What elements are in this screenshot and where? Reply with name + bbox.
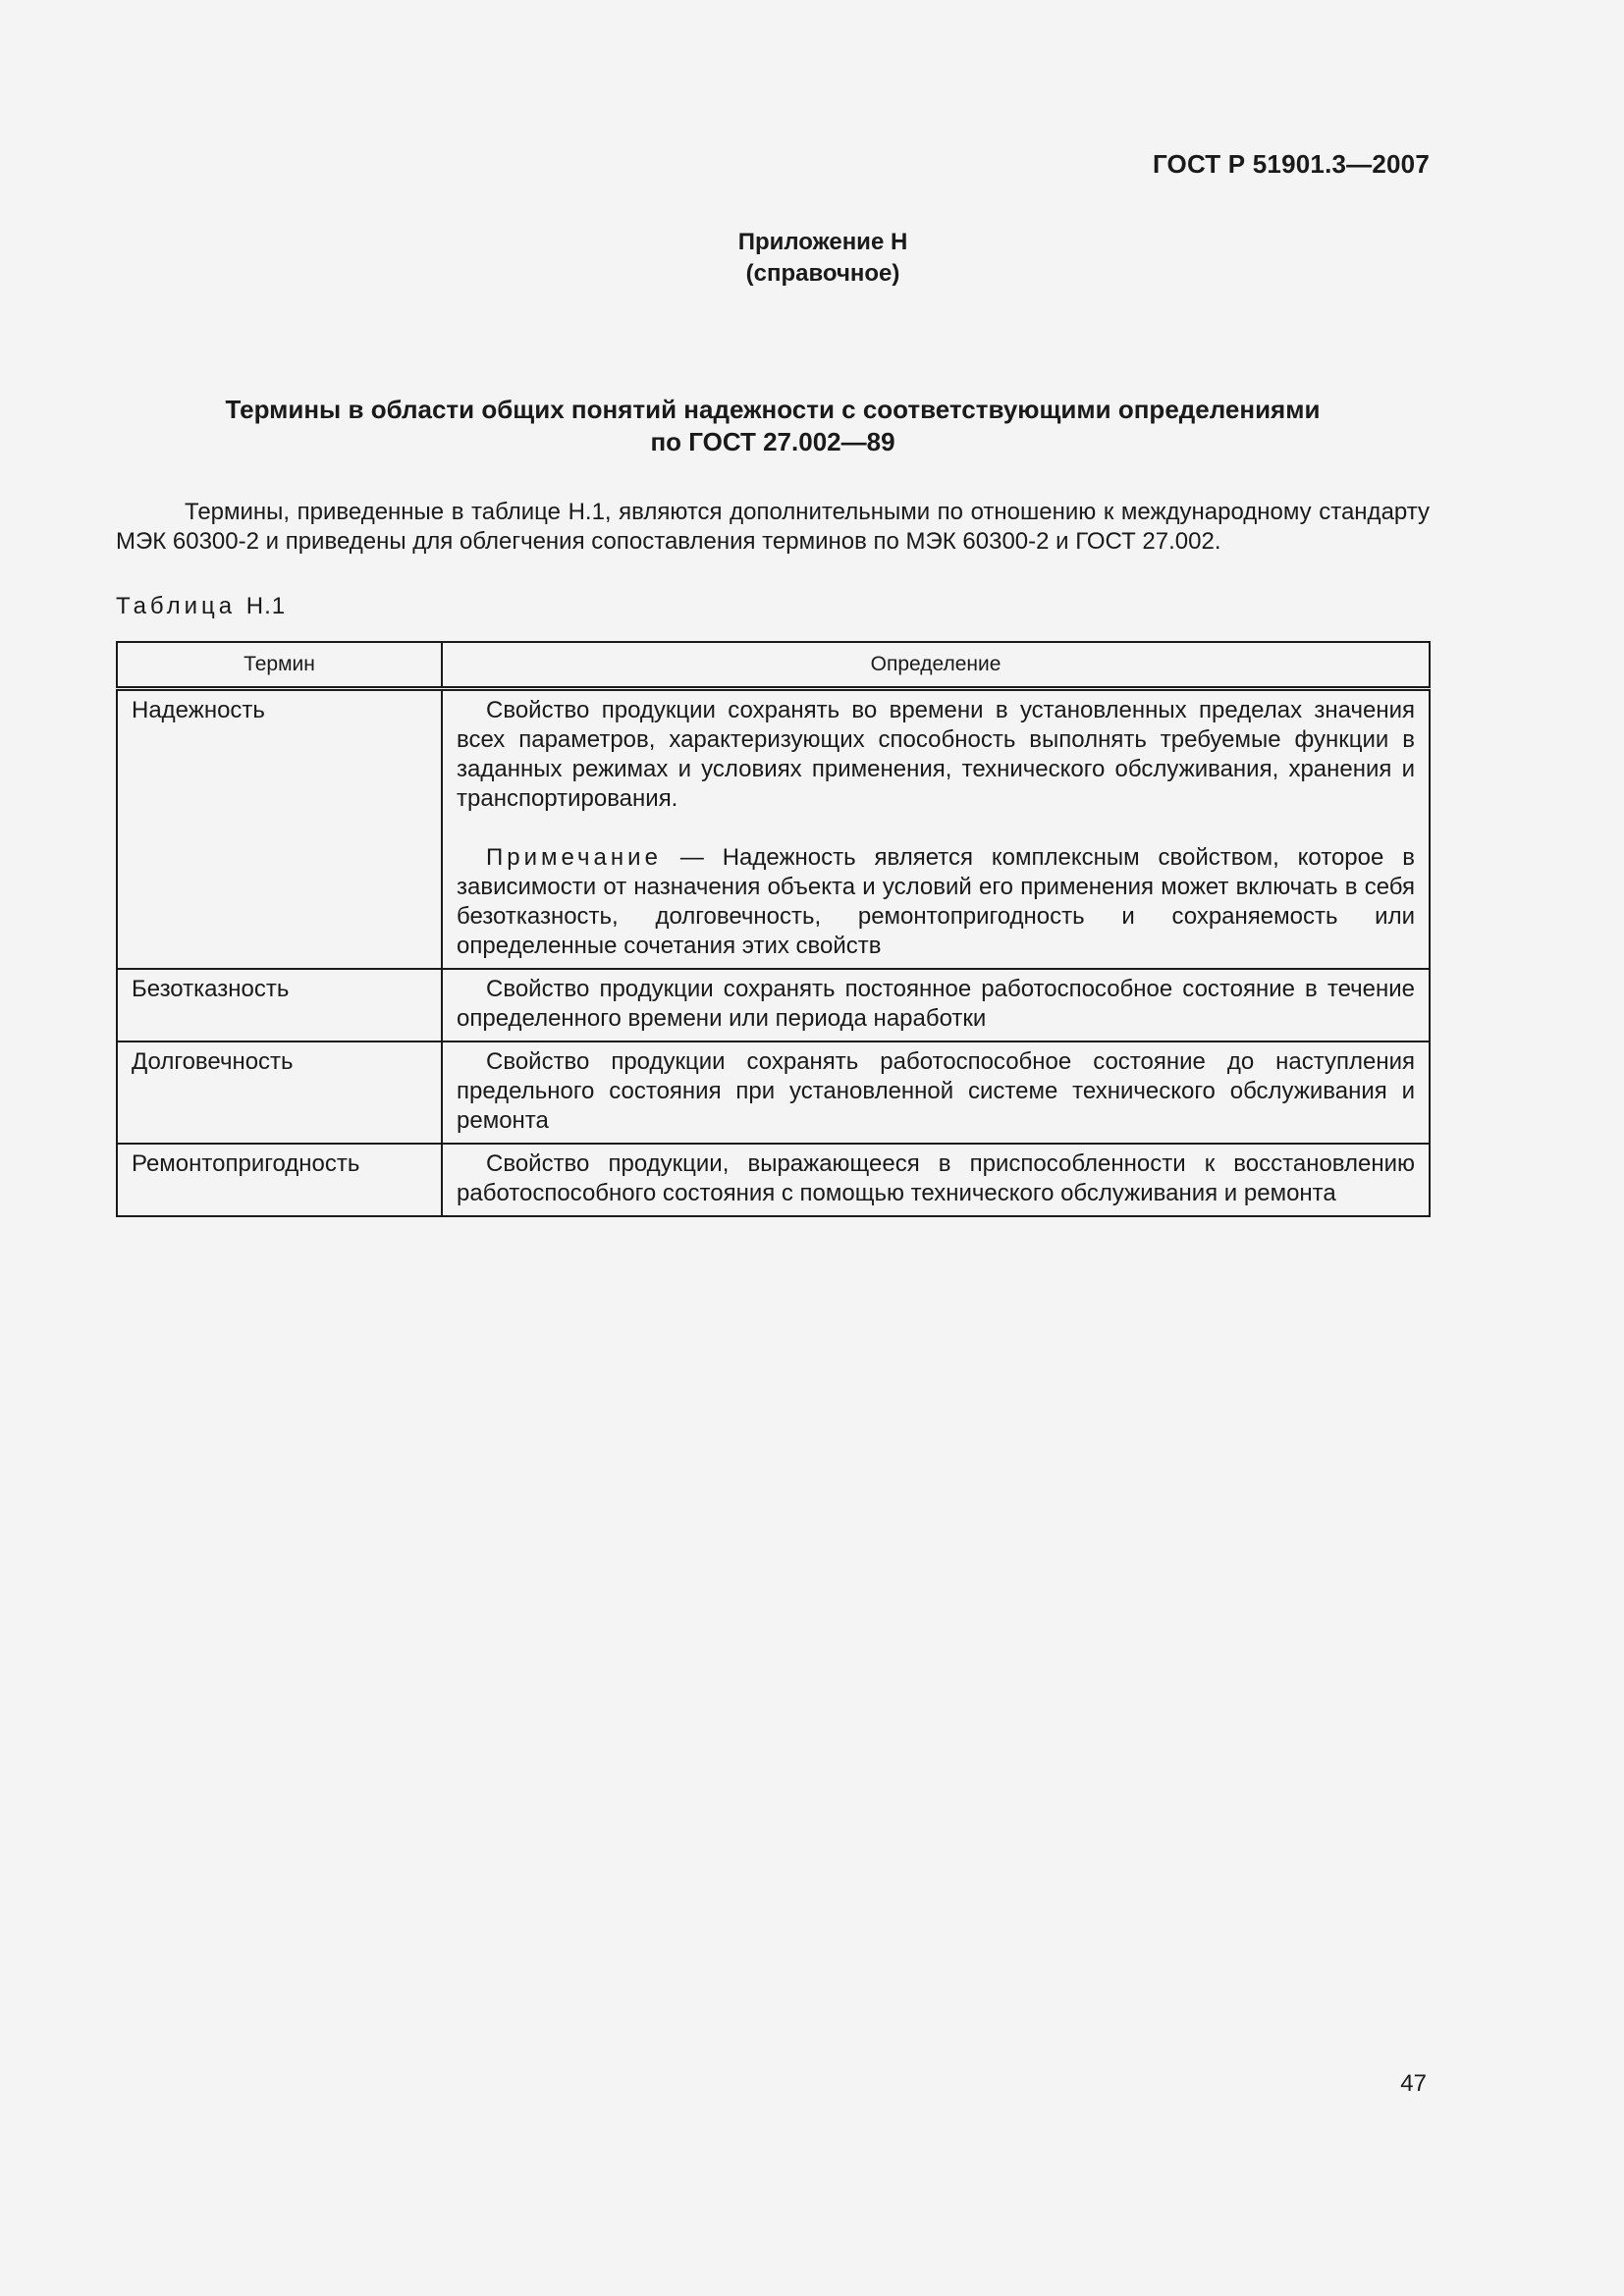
definition-note (457, 843, 1415, 961)
term-cell: Ремонтопригодность (117, 1144, 442, 1216)
section-title (116, 394, 1430, 458)
note-label: Примечание (486, 844, 662, 871)
term-cell: Долговечность (117, 1041, 442, 1144)
term-cell: Надежность (117, 689, 442, 970)
table-row (117, 1144, 1430, 1216)
definition-text: Свойство продукции сохранять работоспособное состояние до наступления предельного состояния при установленной системе технического обслуживания и ремонта (457, 1048, 1415, 1134)
table-caption (116, 593, 286, 620)
column-header-term: Термин (117, 642, 442, 689)
definition-text: Свойство продукции, выражающееся в приспособленности к восстановлению работоспособного состояния с помощью технического обслуживания и ремонта (457, 1150, 1415, 1206)
definition-cell (442, 1041, 1430, 1144)
definition-text: Свойство продукции сохранять во времени в установленных пределах значения всех параметров, характеризующих способность выполнять требуемые функции в заданных режимах и условиях применения, технического обслуживания, хранения и транспортирования. (457, 697, 1415, 812)
table-header-row (117, 642, 1430, 689)
appendix-heading (0, 227, 1624, 290)
table-row (117, 689, 1430, 970)
note-text: — Надежность является комплексным свойством, которое в зависимости от назначения объекта и условий его применения может включать в себя безотказность, долговечность, ремонтопригодность и сохраняемость или определенные сочетания этих свойств (457, 844, 1415, 959)
definition-cell (442, 969, 1430, 1041)
appendix-subtitle: (справочное) (745, 260, 900, 287)
term-cell: Безотказность (117, 969, 442, 1041)
terms-table (116, 641, 1431, 1217)
table-row (117, 1041, 1430, 1144)
definition-cell (442, 689, 1430, 970)
page-number: 47 (1400, 2070, 1427, 2097)
intro-paragraph: Термины, приведенные в таблице Н.1, являются дополнительными по отношению к международному стандарту МЭК 60300-2 и приведены для облегчения сопоставления терминов по МЭК 60300-2 и ГОСТ 27.002. (116, 499, 1430, 555)
table-row (117, 969, 1430, 1041)
column-header-definition: Определение (442, 642, 1430, 689)
appendix-title: Приложение Н (737, 229, 908, 255)
table-caption-number: Н.1 (245, 593, 287, 619)
definition-cell (442, 1144, 1430, 1216)
table-caption-label: Таблица (116, 593, 237, 619)
section-title-line-1: Термины в области общих понятий надежности с соответствующими определениями (225, 395, 1321, 424)
document-code: ГОСТ Р 51901.3—2007 (1152, 149, 1430, 179)
definition-text: Свойство продукции сохранять постоянное работоспособное состояние в течение определенного времени или периода наработки (457, 976, 1415, 1032)
section-title-line-2: по ГОСТ 27.002—89 (650, 427, 895, 456)
